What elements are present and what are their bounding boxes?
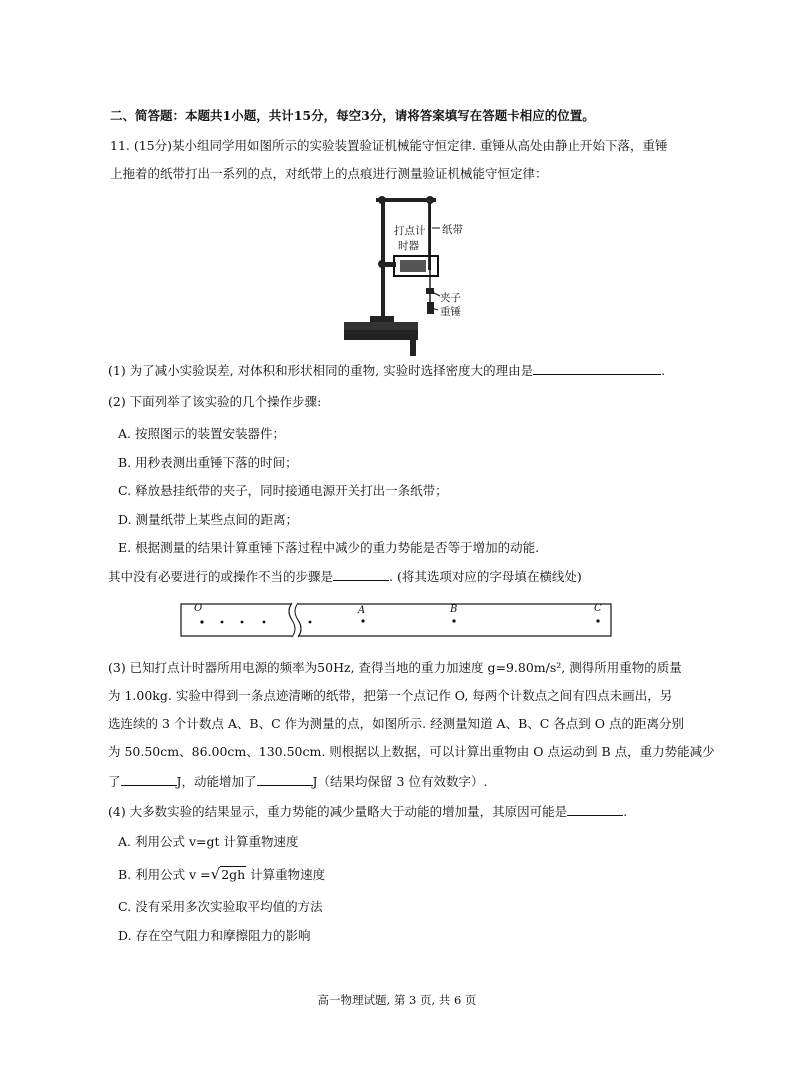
part2-ask-text: 其中没有必要进行的或操作不当的步骤是 [108, 569, 334, 584]
part1-answer-blank[interactable] [533, 362, 661, 375]
part4-option-b-pre: B. 利用公式 v = [118, 867, 211, 882]
part3-line5-c: J（结果均保留 3 位有效数字）. [312, 774, 488, 789]
page-footer: 高一物理试题, 第 3 页, 共 6 页 [317, 993, 477, 1007]
part4-option-b [118, 866, 325, 883]
part4-option-c: C. 没有采用多次实验取平均值的方法 [118, 899, 323, 914]
part2-option-a: A. 按照图示的装置安装器件； [118, 426, 285, 441]
paper-tape-diagram [180, 602, 612, 638]
part4-option-d: D. 存在空气阻力和摩擦阻力的影响 [118, 928, 311, 943]
tape-dot [263, 621, 266, 624]
apparatus-diagram [340, 188, 480, 360]
tape-dot-c [596, 619, 599, 622]
tape-dot [241, 621, 244, 624]
tape-label-b: B [450, 604, 458, 615]
part3-line5 [108, 773, 487, 790]
part4-answer-blank[interactable] [567, 803, 623, 816]
part1-question [108, 362, 665, 379]
tape-dot [221, 621, 224, 624]
part4-text: (4) 大多数实验的结果显示，重力势能的减少量略大于动能的增加量，其原因可能是 [108, 804, 568, 819]
label-tape: 纸带 [442, 224, 463, 236]
part2-answer-blank[interactable] [333, 568, 389, 581]
part3-line5-a: 了 [108, 774, 121, 789]
part4-option-a: A. 利用公式 v=gt 计算重物速度 [118, 834, 299, 849]
tape-label-o: O [194, 603, 203, 614]
part2-option-d: D. 测量纸带上某些点间的距离； [118, 512, 299, 527]
part3-blank-potential[interactable] [121, 773, 177, 786]
part2-ask [108, 568, 582, 585]
tape-dot-a [361, 619, 364, 622]
part1-end: . [661, 363, 666, 378]
tape-dot-b [452, 619, 455, 622]
part2-question: (2) 下面列举了该实验的几个操作步骤: [108, 394, 322, 409]
part4-option-b-post: 计算重物速度 [246, 867, 326, 882]
part1-text: (1) 为了减小实验误差, 对体积和形状相同的重物, 实验时选择密度大的理由是 [108, 363, 534, 378]
part3-line5-b: J，动能增加了 [176, 774, 257, 789]
part2-option-c: C. 释放悬挂纸带的夹子，同时接通电源开关打出一条纸带； [118, 483, 448, 498]
part4-end: . [623, 804, 628, 819]
label-timer-2: 时器 [398, 240, 419, 252]
tape-dot [309, 621, 312, 624]
section-heading: 二、简答题：本题共1小题，共计15分，每空3分，请将答案填写在答题卡相应的位置。 [110, 108, 595, 123]
part3-line4: 为 50.50cm、86.00cm、130.50cm. 则根据以上数据，可以计算出重物由 O 点运动到 B 点，重力势能减少 [108, 744, 715, 759]
part3-blank-kinetic[interactable] [257, 773, 313, 786]
question-intro-line2: 上拖着的纸带打出一系列的点，对纸带上的点痕进行测量验证机械能守恒定律： [110, 166, 548, 181]
part2-option-e: E. 根据测量的结果计算重锤下落过程中减少的重力势能是否等于增加的动能. [118, 540, 540, 555]
sqrt-icon: √ [210, 865, 221, 883]
label-weight: 重锤 [440, 306, 461, 318]
part3-line2: 为 1.00kg. 实验中得到一条点迹清晰的纸带，把第一个点记作 O, 每两个计数点之间有四点未画出，另 [108, 688, 673, 703]
part2-option-b: B. 用秒表测出重锤下落的时间； [118, 455, 298, 470]
tape-label-a: A [358, 605, 366, 616]
tape-label-c: C [594, 603, 602, 614]
part3-line3: 选连续的 3 个计数点 A、B、C 作为测量的点，如图所示. 经测量知道 A、B、C 各点到 O 点的距离分别 [108, 716, 684, 731]
part3-line1: (3) 已知打点计时器所用电源的频率为50Hz, 查得当地的重力加速度 g=9.80m/s², 测得所用重物的质量 [108, 660, 682, 675]
question-intro-line1: 11. (15分)某小组同学用如图所示的实验装置验证机械能守恒定律. 重锤从高处由静止开始下落，重锤 [110, 138, 668, 153]
tape-dot-o [200, 620, 203, 623]
part4-question [108, 803, 627, 820]
label-clip: 夹子 [440, 292, 461, 304]
part4-option-b-radicand: 2gh [221, 867, 246, 882]
part2-ask-hint: . (将其选项对应的字母填在横线处) [389, 569, 582, 584]
label-timer-1: 打点计 [394, 225, 426, 237]
